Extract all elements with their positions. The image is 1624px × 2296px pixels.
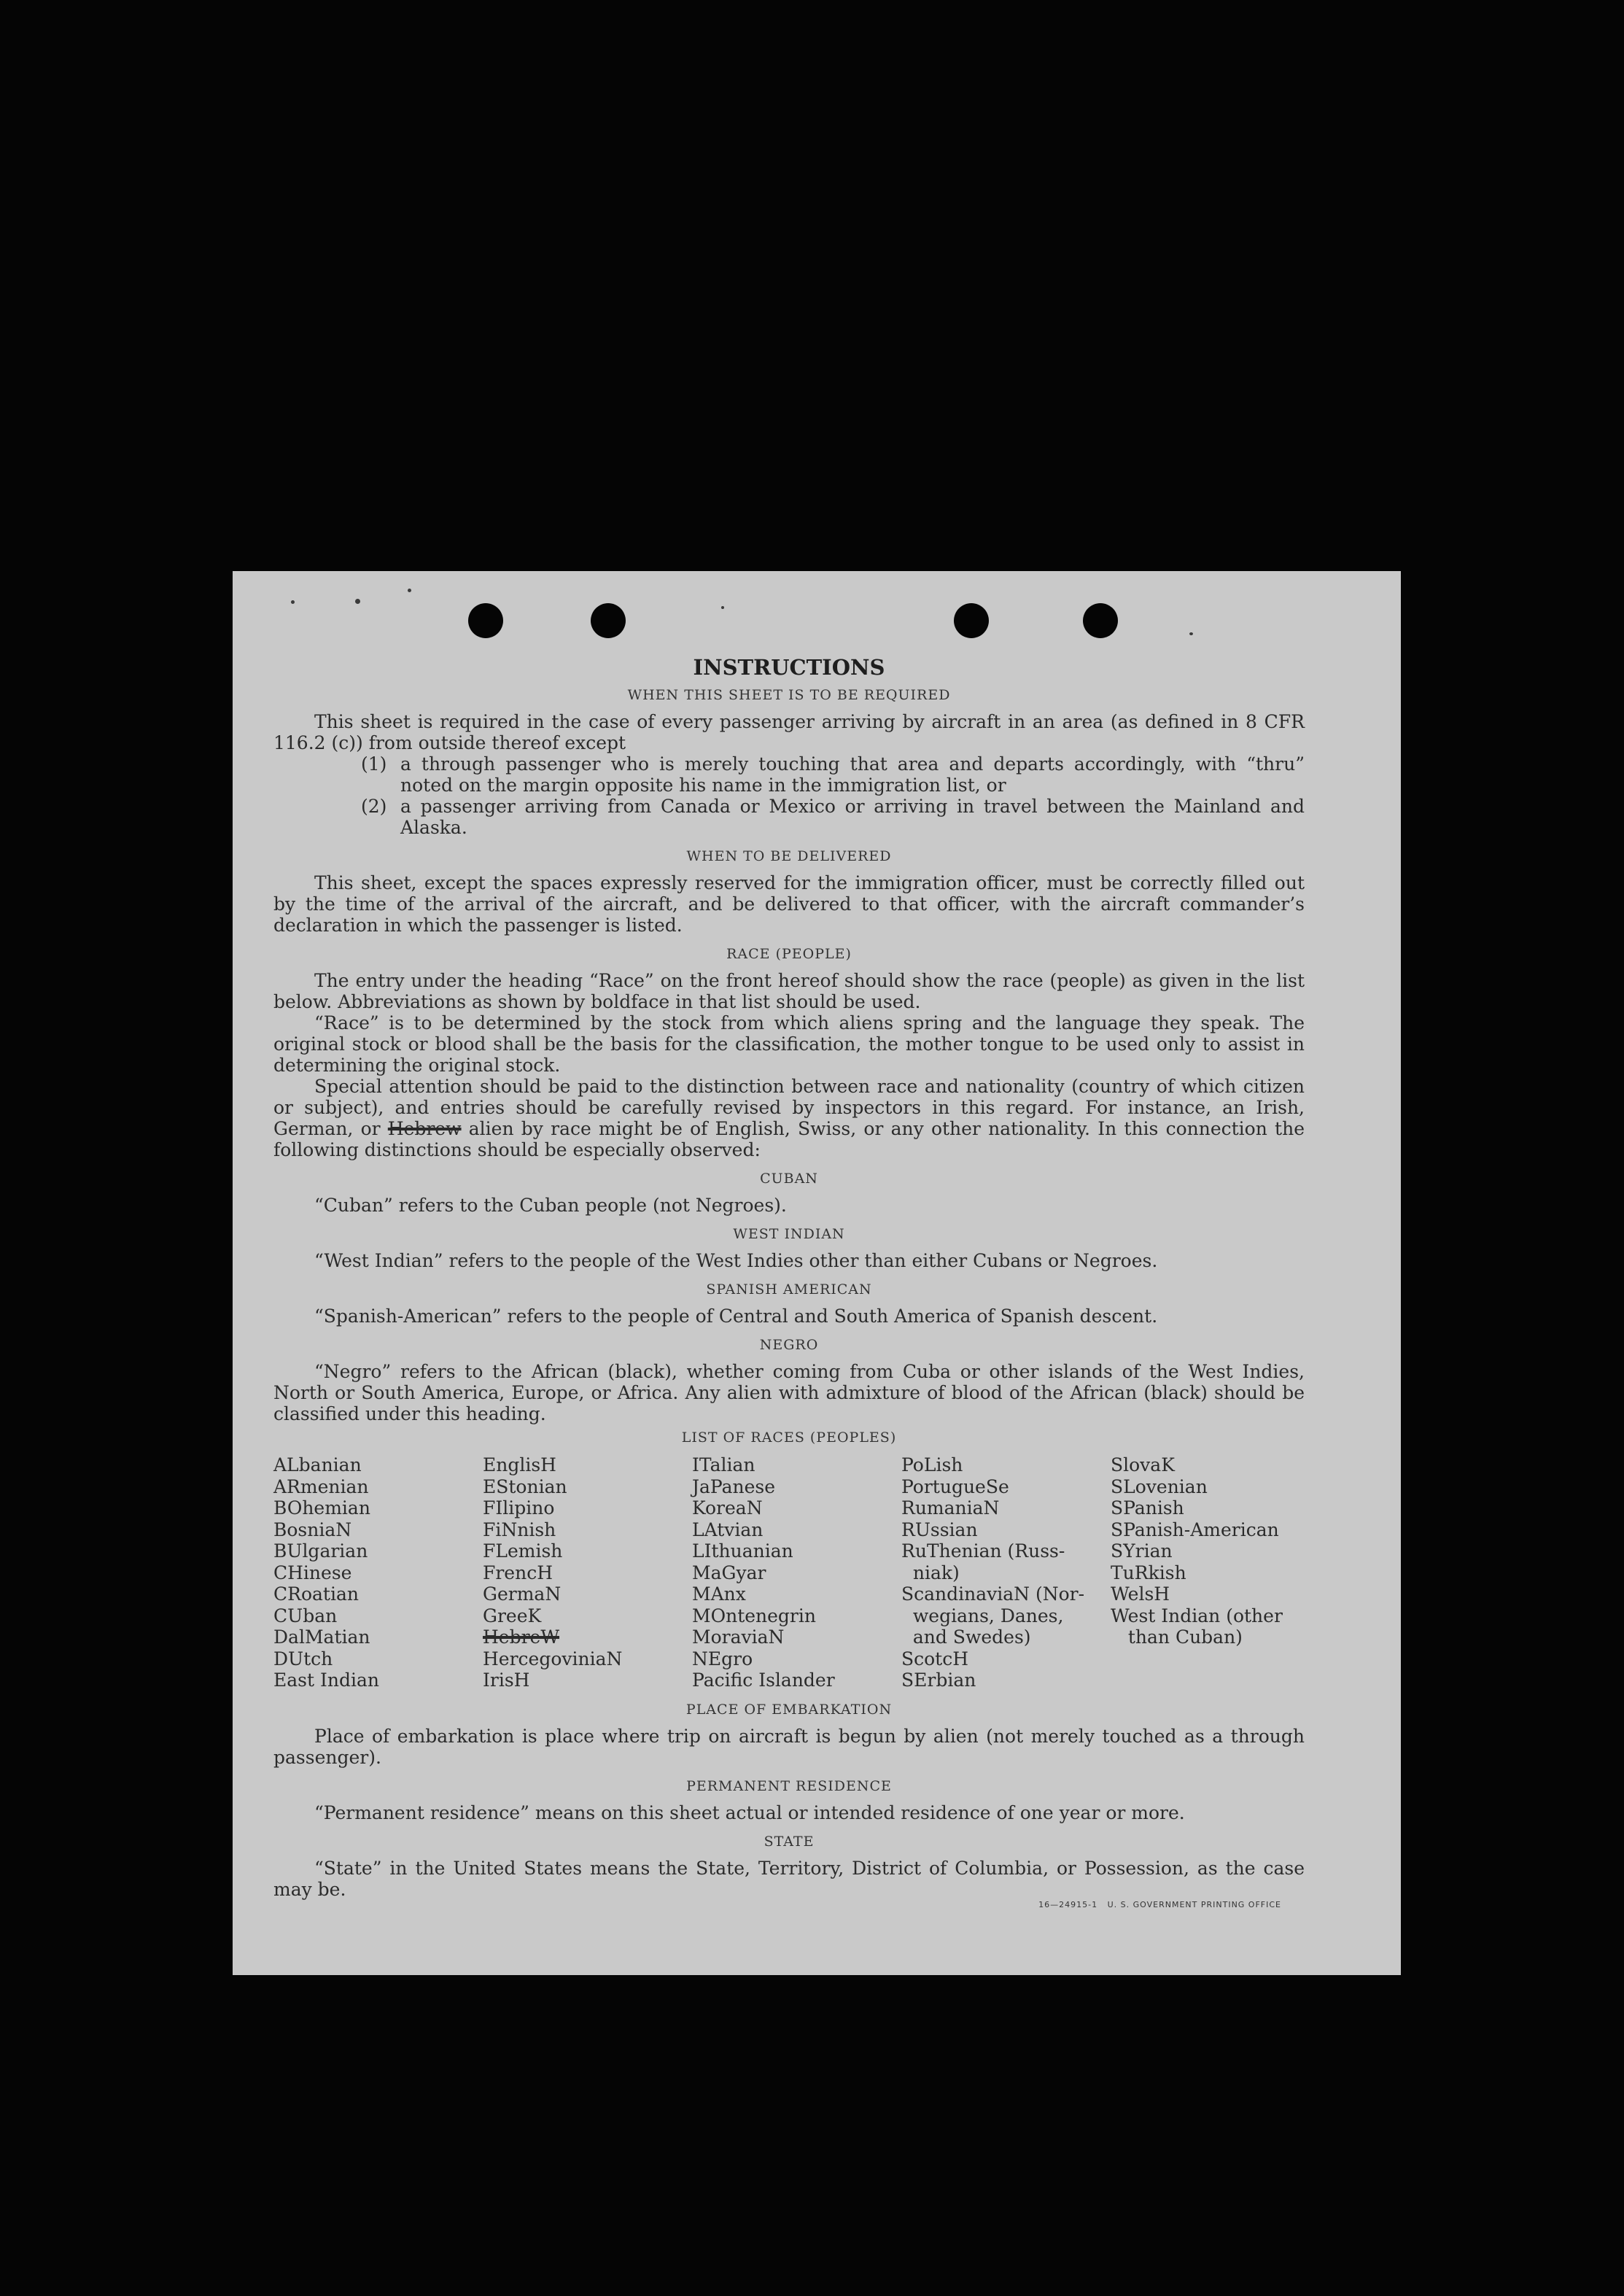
race-entry: KoreaN bbox=[692, 1497, 763, 1519]
instructions-body bbox=[273, 657, 1305, 1900]
race-entry: FLemish bbox=[483, 1540, 563, 1562]
race-entry: SLovenian bbox=[1111, 1475, 1208, 1497]
form-number: 16—24915-1 bbox=[1038, 1900, 1098, 1909]
race-entry: wegians, Danes, bbox=[901, 1605, 1064, 1626]
race-entry: IrisH bbox=[483, 1669, 530, 1691]
race-entry: MAnx bbox=[692, 1583, 746, 1605]
race-entry: FIlipino bbox=[483, 1497, 555, 1519]
item-text: a passenger arriving from Canada or Mexico or arriving in travel between the Mainland and Alaska. bbox=[400, 796, 1305, 838]
race-entry bbox=[1111, 1648, 1300, 1670]
spanish-american-text: “Spanish-American” refers to the people of Central and South America of Spanish descent. bbox=[314, 1306, 1158, 1327]
west-indian-text: “West Indian” refers to the people of the West Indies other than either Cubans or Negroes. bbox=[314, 1250, 1158, 1271]
race-entry: SYrian bbox=[1111, 1540, 1173, 1562]
race-entry: CRoatian bbox=[273, 1583, 359, 1605]
race-entry: NEgro bbox=[692, 1648, 753, 1669]
speck bbox=[721, 606, 724, 609]
race-entry: SErbian bbox=[901, 1669, 976, 1691]
section-heading-residence: PERMANENT RESIDENCE bbox=[686, 1777, 892, 1794]
section-heading-required: WHEN THIS SHEET IS TO BE REQUIRED bbox=[627, 687, 951, 703]
residence-text: “Permanent residence” means on this sheet actual or intended residence of one year or more. bbox=[314, 1801, 1185, 1823]
speck bbox=[291, 600, 295, 604]
race-entry bbox=[1111, 1669, 1300, 1691]
race-entry: WelsH bbox=[1111, 1583, 1170, 1605]
section-heading-cuban: CUBAN bbox=[760, 1171, 818, 1187]
race-paragraph-3b: alien by race might be of English, Swiss, or any other nationality. In this connection the following distinctions should be especially observed: bbox=[273, 1118, 1305, 1160]
speck bbox=[408, 589, 411, 592]
race-entry: West Indian (other bbox=[1111, 1605, 1283, 1626]
section-heading-delivered: WHEN TO BE DELIVERED bbox=[686, 848, 892, 864]
race-entry: JaPanese bbox=[692, 1475, 776, 1497]
required-intro: This sheet is required in the case of every passenger arriving by aircraft in an area (as defined in 8 CFR 116.2 (c)) from outside thereof except bbox=[273, 711, 1305, 753]
race-entry: GermaN bbox=[483, 1583, 562, 1605]
race-entry: DUtch bbox=[273, 1648, 333, 1669]
race-entry: BUlgarian bbox=[273, 1540, 368, 1562]
item-number: (1) bbox=[361, 753, 387, 775]
delivered-text: This sheet, except the spaces expressly reserved for the immigration officer, must be correctly filled out by the time of the arrival of the aircraft, and be delivered to that officer, with the aircraft commander’s declaration in which the passenger is listed. bbox=[273, 872, 1305, 936]
race-entry: SPanish-American bbox=[1111, 1519, 1279, 1540]
race-entry: DalMatian bbox=[273, 1626, 370, 1648]
required-item bbox=[361, 753, 1305, 796]
struck-word: Hebrew bbox=[387, 1118, 462, 1139]
race-entry: Pacific Islander bbox=[692, 1669, 835, 1691]
section-heading-list: LIST OF RACES (PEOPLES) bbox=[681, 1430, 897, 1446]
race-entry: BosniaN bbox=[273, 1519, 352, 1540]
punch-hole bbox=[591, 603, 626, 638]
race-entry: FiNnish bbox=[483, 1519, 556, 1540]
section-heading-west-indian: WEST INDIAN bbox=[733, 1226, 845, 1242]
race-entry: niak) bbox=[901, 1562, 960, 1583]
race-entry: MoraviaN bbox=[692, 1626, 785, 1648]
speck bbox=[1189, 632, 1193, 635]
section-heading-negro: NEGRO bbox=[759, 1337, 819, 1353]
race-paragraph-1: The entry under the heading “Race” on the front hereof should show the race (people) as given in the list below. Abbreviations as shown by boldface in that list should be used. bbox=[273, 970, 1305, 1012]
race-entry: ITalian bbox=[692, 1454, 755, 1475]
race-entry: MaGyar bbox=[692, 1562, 766, 1583]
race-paragraph-3 bbox=[273, 1076, 1305, 1160]
punch-hole bbox=[468, 603, 503, 638]
item-number: (2) bbox=[361, 796, 387, 817]
race-entry: SlovaK bbox=[1111, 1454, 1175, 1475]
race-entry: LIthuanian bbox=[692, 1540, 793, 1562]
negro-text: “Negro” refers to the African (black), whether coming from Cuba or other islands of the West Indies, North or South America, Europe, or Africa. Any alien with admixture of blood of the African (black) should be classified under this heading. bbox=[273, 1361, 1305, 1424]
race-entry: PortugueSe bbox=[901, 1475, 1009, 1497]
printer-name: U. S. GOVERNMENT PRINTING OFFICE bbox=[1107, 1900, 1281, 1909]
race-entry: ScandinaviaN (Nor- bbox=[901, 1583, 1085, 1605]
required-item bbox=[361, 796, 1305, 838]
race-entry: BOhemian bbox=[273, 1497, 370, 1519]
race-entry: than Cuban) bbox=[1111, 1626, 1243, 1648]
page-title: INSTRUCTIONS bbox=[693, 655, 885, 680]
cuban-text: “Cuban” refers to the Cuban people (not Negroes). bbox=[314, 1195, 787, 1216]
race-paragraph-3a: Special attention should be paid to the distinction between race and nationality (country of which citizen or subject), and entries should be carefully revised by inspectors in this regard. For instance, an Irish, German, or bbox=[273, 1076, 1305, 1139]
race-entry: TuRkish bbox=[1111, 1562, 1186, 1583]
race-entry: ScotcH bbox=[901, 1648, 969, 1669]
section-heading-race: RACE (PEOPLE) bbox=[726, 946, 852, 962]
race-entry: LAtvian bbox=[692, 1519, 764, 1540]
race-paragraph-2: “Race” is to be determined by the stock from which aliens spring and the language they speak. The original stock or blood shall be the basis for the classification, the mother tongue to be used only to assist in determining the original stock. bbox=[273, 1012, 1305, 1076]
race-entry: RumaniaN bbox=[901, 1497, 1000, 1519]
race-entry: and Swedes) bbox=[901, 1626, 1031, 1648]
print-footer bbox=[1038, 1900, 1281, 1909]
race-entry: SPanish bbox=[1111, 1497, 1184, 1519]
race-entry: East Indian bbox=[273, 1669, 379, 1691]
race-entry: ALbanian bbox=[273, 1454, 362, 1475]
race-entry: PoLish bbox=[901, 1454, 963, 1475]
state-text: “State” in the United States means the State, Territory, District of Columbia, or Possession, as the case may be. bbox=[273, 1857, 1305, 1900]
punch-hole bbox=[1083, 603, 1118, 638]
section-heading-embarkation: PLACE OF EMBARKATION bbox=[685, 1701, 893, 1718]
race-entry: CUban bbox=[273, 1605, 338, 1626]
item-text: a through passenger who is merely touching that area and departs accordingly, with “thru” noted on the margin opposite his name in the immigration list, or bbox=[400, 753, 1305, 796]
punch-hole bbox=[954, 603, 989, 638]
race-entry: GreeK bbox=[483, 1605, 542, 1626]
instruction-sheet bbox=[233, 571, 1401, 1975]
race-entry: ARmenian bbox=[273, 1475, 369, 1497]
race-entry: RUssian bbox=[901, 1519, 978, 1540]
race-entry: CHinese bbox=[273, 1562, 352, 1583]
section-heading-state: STATE bbox=[764, 1833, 815, 1850]
embarkation-text: Place of embarkation is place where trip on aircraft is begun by alien (not merely touched as a through passenger). bbox=[273, 1725, 1305, 1768]
race-entry: FrencH bbox=[483, 1562, 553, 1583]
speck bbox=[355, 599, 360, 604]
race-entry: MOntenegrin bbox=[692, 1605, 816, 1626]
races-list bbox=[273, 1454, 1305, 1691]
race-entry: EStonian bbox=[483, 1475, 567, 1497]
section-heading-spanish-american: SPANISH AMERICAN bbox=[706, 1281, 872, 1298]
race-entry: EnglisH bbox=[483, 1454, 556, 1475]
race-entry: HebreW bbox=[483, 1626, 560, 1648]
race-entry: HercegoviniaN bbox=[483, 1648, 623, 1669]
race-entry: RuThenian (Russ- bbox=[901, 1540, 1065, 1562]
